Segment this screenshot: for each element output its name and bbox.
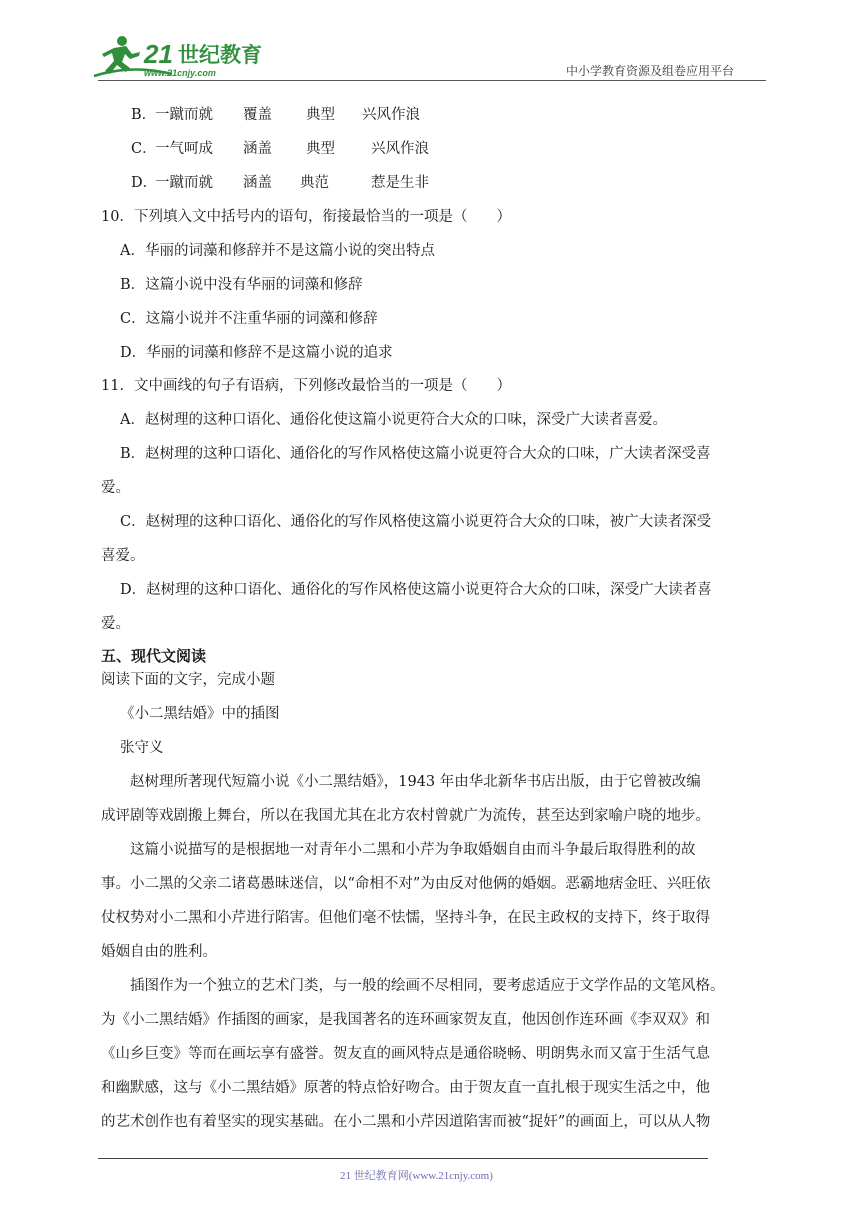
q9-d-word2: 涵盖 xyxy=(243,175,272,191)
q10-option-a: A．华丽的词藻和修辞并不是这篇小说的突出特点 xyxy=(120,243,435,259)
site-logo xyxy=(92,34,262,80)
q11-option-b-line1: B．赵树理的这种口语化、通俗化的写作风格使这篇小说更符合大众的口味，广大读者深受喜 xyxy=(120,446,711,462)
article-title: 《小二黑结婚》中的插图 xyxy=(120,706,280,722)
paragraph-3-line-2: 为《小二黑结婚》作插图的画家，是我国著名的连环画家贺友直，他因创作连环画《李双双》和 xyxy=(101,1012,710,1028)
q9-option-c: C． xyxy=(131,141,157,157)
paragraph-3-line-1: 插图作为一个独立的艺术门类，与一般的绘画不尽相同，要考虑适应于文学作品的文笔风格。 xyxy=(130,978,725,994)
q11-option-c-line2: 喜爱。 xyxy=(101,548,145,564)
q9-c-word4: 兴风作浪 xyxy=(371,141,429,157)
q11-option-b-line2: 爱。 xyxy=(101,480,130,496)
section-heading: 五、现代文阅读 xyxy=(101,647,207,665)
paragraph-1-line-1: 赵树理所著现代短篇小说《小二黑结婚》，1943 年由华北新华书店出版，由于它曾被改编 xyxy=(130,774,701,790)
paragraph-3-line-5: 的艺术创作也有着坚实的现实基础。在小二黑和小芹因道陷害而被“捉奸”的画面上，可以从人物 xyxy=(101,1114,711,1130)
paragraph-2-line-2: 事。小二黑的父亲二诸葛愚昧迷信，以“命相不对”为由反对他俩的婚姻。恶霸地痞金旺、兴旺依 xyxy=(101,876,711,892)
q11-option-d-line2: 爱。 xyxy=(101,616,130,632)
q9-b-word1: 一蹴而就 xyxy=(155,107,213,123)
q9-option-d: D． xyxy=(131,175,158,191)
q9-d-word1: 一蹴而就 xyxy=(155,175,213,191)
paragraph-2-line-4: 婚姻自由的胜利。 xyxy=(101,944,217,960)
q9-c-word3: 典型 xyxy=(306,141,335,157)
footer-link[interactable]: 21 世纪教育网(www.21cnjy.com) xyxy=(340,1170,493,1182)
platform-name: 中小学教育资源及组卷应用平台 xyxy=(566,64,735,78)
q9-option-b xyxy=(131,105,156,125)
q11-option-a: A．赵树理的这种口语化、通俗化使这篇小说更符合大众的口味，深受广大读者喜爱。 xyxy=(120,412,667,428)
runner-logo-icon xyxy=(92,34,262,80)
q10-option-c: C．这篇小说并不注重华丽的词藻和修辞 xyxy=(120,311,378,327)
q10-option-d: D．华丽的词藻和修辞不是这篇小说的追求 xyxy=(120,345,393,361)
q9-c-word1: 一气呵成 xyxy=(155,141,213,157)
logo-url: www.21cnjy.com xyxy=(144,68,216,78)
q9-d-word3: 典范 xyxy=(300,175,329,191)
footer-divider xyxy=(98,1158,708,1159)
q9-b-word4: 兴风作浪 xyxy=(362,107,420,123)
q11-option-c-line1: C．赵树理的这种口语化、通俗化的写作风格使这篇小说更符合大众的口味，被广大读者深受 xyxy=(120,514,712,530)
q9-b-word3: 典型 xyxy=(306,107,335,123)
q10-option-b: B．这篇小说中没有华丽的词藻和修辞 xyxy=(120,277,363,293)
q9-d-word4: 惹是生非 xyxy=(371,175,429,191)
logo-text: 世纪教育 xyxy=(178,43,262,67)
section-instruction: 阅读下面的文字，完成小题 xyxy=(101,672,275,688)
option-letter: B． xyxy=(131,107,157,123)
q11-option-d-line1: D．赵树理的这种口语化、通俗化的写作风格使这篇小说更符合大众的口味，深受广大读者喜 xyxy=(120,582,712,598)
paragraph-2-line-1: 这篇小说描写的是根据地一对青年小二黑和小芹为争取婚姻自由而斗争最后取得胜利的故 xyxy=(130,842,696,858)
header-divider xyxy=(98,80,766,81)
logo-number: 21 xyxy=(144,39,173,69)
q9-c-word2: 涵盖 xyxy=(243,141,272,157)
paragraph-2-line-3: 仗权势对小二黑和小芹进行陷害。但他们毫不怯懦，坚持斗争，在民主政权的支持下，终于取得 xyxy=(101,910,710,926)
paragraph-1-line-2: 成评剧等戏剧搬上舞台，所以在我国尤其在北方农村曾就广为流传，甚至达到家喻户晓的地步。 xyxy=(101,808,710,824)
paragraph-3-line-4: 和幽默感，这与《小二黑结婚》原著的特点恰好吻合。由于贺友直一直扎根于现实生活之中，他 xyxy=(101,1080,710,1096)
paragraph-3-line-3: 《山乡巨变》等而在画坛享有盛誉。贺友直的画风特点是通俗晓畅、明朗隽永而又富于生活气息 xyxy=(101,1046,710,1062)
q11-stem: 11．文中画线的句子有语病，下列修改最恰当的一项是（ ） xyxy=(101,378,511,394)
q9-b-word2: 覆盖 xyxy=(243,107,272,123)
q10-stem: 10．下列填入文中括号内的语句，衔接最恰当的一项是（ ） xyxy=(101,209,511,225)
article-author: 张守义 xyxy=(120,740,164,756)
